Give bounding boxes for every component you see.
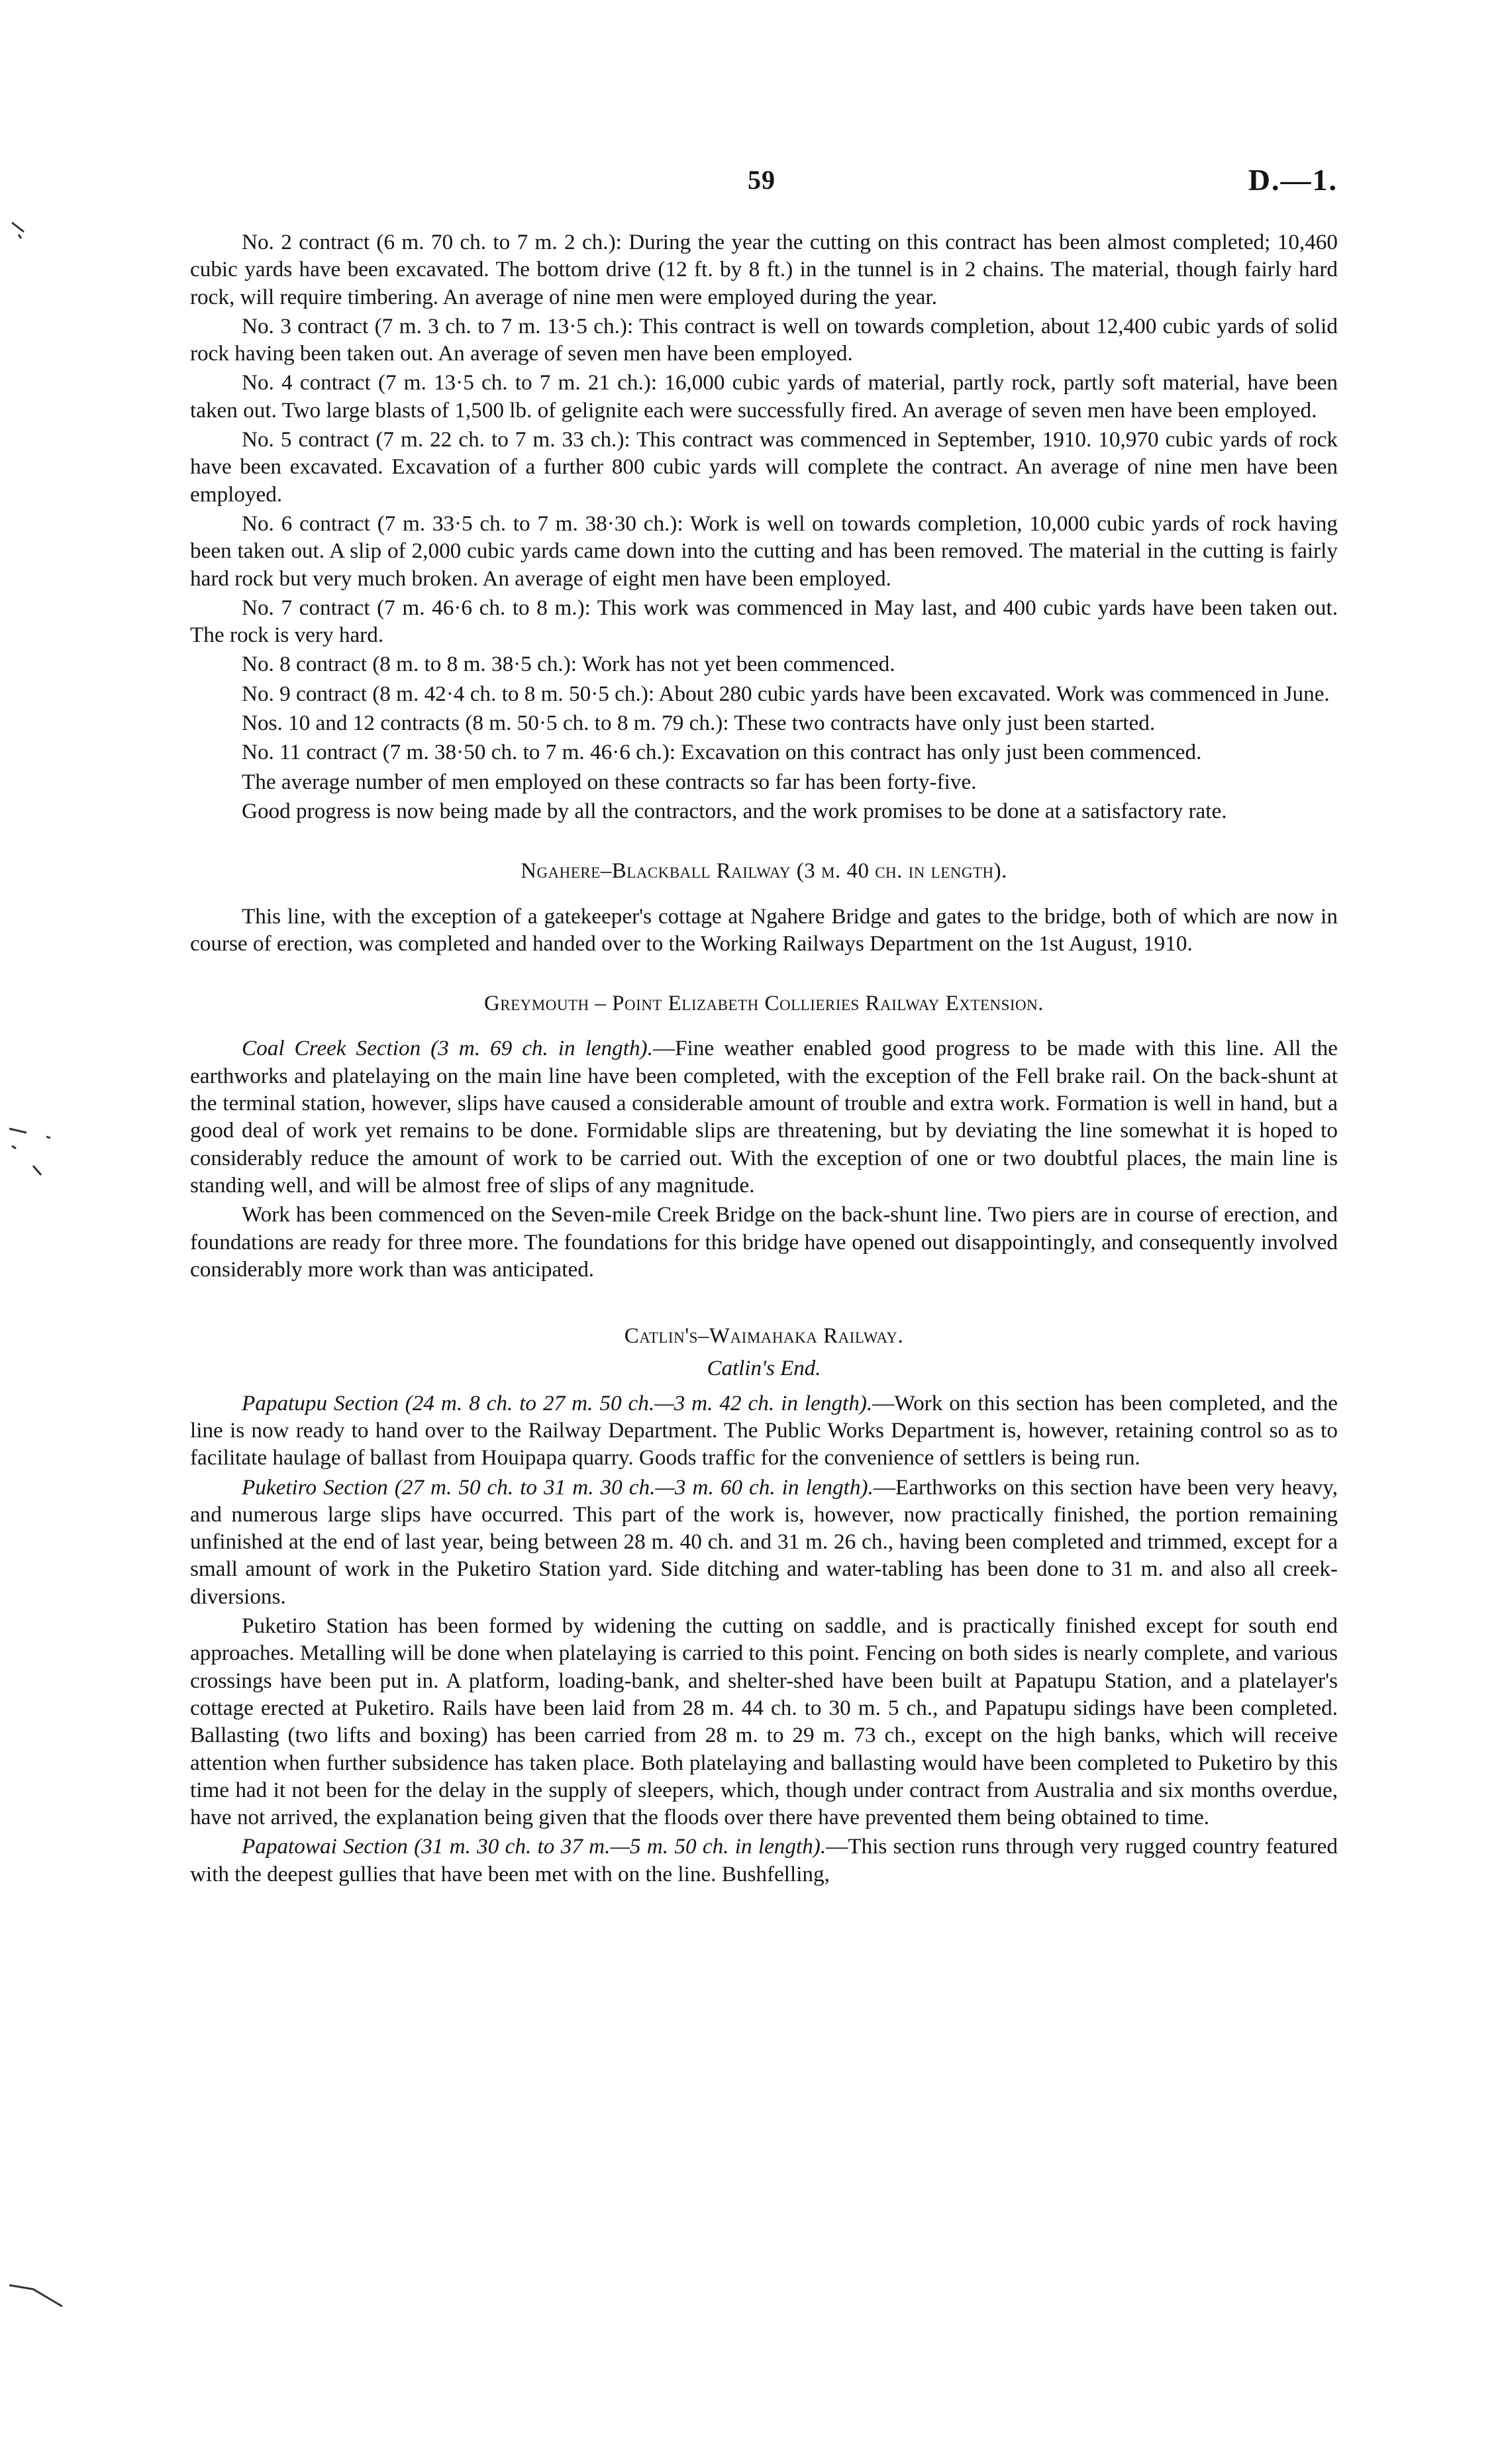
paragraph-contract-5: No. 5 contract (7 m. 22 ch. to 7 m. 33 ch.): This contract was commenced in September, 1910. 10,970 cubic yards of rock have been excavated. Excavation of a further 800 cubic yards will complete the contract. An average of nine men have been employed. xyxy=(190,427,1338,507)
body-text xyxy=(190,229,1338,1890)
puketiro-text: —Earthworks on this section have been very heavy, and numerous large slips have occurred. This part of the work is, however, now practically finished, the portion remaining unfinished at the end of last year, being between 28 m. 40 ch. and 31 m. 26 ch., having been completed and trimmed, except for a small amount of work in the Puketiro Station yard. Side ditching and water-tabling has been done to 31 m. and also all creek-diversions. xyxy=(190,1474,1338,1609)
paragraph-contract-8: No. 8 contract (8 m. to 8 m. 38·5 ch.): Work has not yet been commenced. xyxy=(242,652,895,677)
paragraph-ngahere: This line, with the exception of a gatekeeper's cottage at Ngahere Bridge and gates to the bridge, both of which are now in course of erection, was completed and handed over to the Working Railways Department on the 1st August, 1910. xyxy=(190,903,1338,956)
scan-mark-bottom-left xyxy=(7,2272,66,2312)
paragraph-good-progress: Good progress is now being made by all the contractors, and the work promises to be done at a satisfactory rate. xyxy=(242,798,1227,823)
paragraph-contract-9: No. 9 contract (8 m. 42·4 ch. to 8 m. 50·5 ch.): About 280 cubic yards have been excavated. Work was commenced in June. xyxy=(242,681,1330,706)
paragraph-contract-4: No. 4 contract (7 m. 13·5 ch. to 7 m. 21 ch.): 16,000 cubic yards of material, partly rock, partly soft material, have been taken out. Two large blasts of 1,500 lb. of gelignite each were successfully fired. An average of seven men have been employed. xyxy=(190,370,1338,423)
papatowai-title: Papatowai Section (31 m. 30 ch. to 37 m.—5 m. 50 ch. in length). xyxy=(242,1834,826,1859)
paragraph-coal-creek xyxy=(190,1035,1338,1199)
paragraph-contract-7: No. 7 contract (7 m. 46·6 ch. to 8 m.): This work was commenced in May last, and 400 cubic yards have been taken out. The rock is very hard. xyxy=(190,595,1338,648)
scan-mark-mid-left xyxy=(7,1126,60,1179)
paragraph-contract-6: No. 6 contract (7 m. 33·5 ch. to 7 m. 38·30 ch.): Work is well on towards completion, 10,000 cubic yards of rock having been taken out. A slip of 2,000 cubic yards came down into the cutting and has been removed. The material in the cutting is fairly hard rock but very much broken. An average of eight men have been employed. xyxy=(190,511,1338,591)
paragraph-papatupu xyxy=(190,1390,1338,1472)
paragraph-contracts-10-12: Nos. 10 and 12 contracts (8 m. 50·5 ch. to 8 m. 79 ch.): These two contracts have only just been started. xyxy=(242,711,1156,736)
paragraph-contract-3: No. 3 contract (7 m. 3 ch. to 7 m. 13·5 ch.): This contract is well on towards completion, about 12,400 cubic yards of solid rock having been taken out. An average of seven men have been employed. xyxy=(190,313,1338,366)
coal-creek-title: Coal Creek Section (3 m. 69 ch. in length). xyxy=(242,1036,653,1061)
heading-greymouth: Greymouth – Point Elizabeth Collieries Railway Extension. xyxy=(483,992,1044,1016)
page-number: 59 xyxy=(748,165,776,195)
papatowai-text: —This section runs through very rugged country featured with the deepest gullies that have been met with on the line. Bushfelling, xyxy=(190,1834,1338,1886)
paragraph-puketiro-station: Puketiro Station has been formed by widening the cutting on saddle, and is practically finished except for south end approaches. Metalling will be done when platelaying is carried to this point. Fencing on both sides is nearly complete, and various crossings have been put in. A platform, loading-bank, and shelter-shed have been built at Papatupu Station, and a platelayer's cottage erected at Puketiro. Rails have been laid from 28 m. 44 ch. to 30 m. 5 ch., and Papatupu sidings have been completed. Ballasting (two lifts and boxing) has been carried from 28 m. to 29 m. 73 ch., except on the high banks, which will receive attention when further subsidence has taken place. Both platelaying and ballasting would have been completed to Puketiro by this time had it not been for the delay in the supply of sleepers, which, though under contract from Australia and six months overdue, have not arrived, the explanation being given that the floods over there have prevented them being obtained to time. xyxy=(190,1614,1338,1830)
scan-mark-top-left xyxy=(9,219,36,245)
paragraph-contract-11: No. 11 contract (7 m. 38·50 ch. to 7 m. 46·6 ch.): Excavation on this contract has only just been commenced. xyxy=(242,740,1202,765)
coal-creek-text: —Fine weather enabled good progress to be made with this line. All the earthworks and platelaying on the main line have been completed, with the exception of the Fell brake rail. On the back-shunt at the terminal station, however, slips have caused a considerable amount of trouble and extra work. Formation is well in hand, but a good deal of work yet remains to be done. Formidable slips are threatening, but by deviating the line somewhat it is hoped to considerably reduce the amount of work to be carried out. With the exception of one or two doubtful places, the main line is standing well, and will be almost free of slips of any magnitude. xyxy=(190,1036,1338,1198)
document-code: D.—1. xyxy=(1248,163,1338,197)
paragraph-contract-2: No. 2 contract (6 m. 70 ch. to 7 m. 2 ch.): During the year the cutting on this contract has been almost completed; 10,460 cubic yards have been excavated. The bottom drive (12 ft. by 8 ft.) in the tunnel is in 2 chains. The material, though fairly hard rock, will require timbering. An average of nine men were employed during the year. xyxy=(190,230,1338,309)
paragraph-puketiro xyxy=(190,1474,1338,1610)
puketiro-title: Puketiro Section (27 m. 50 ch. to 31 m. 30 ch.—3 m. 60 ch. in length). xyxy=(242,1474,874,1500)
subheading-catlins-end: Catlin's End. xyxy=(707,1357,821,1381)
heading-ngahere-blackball: Ngahere–Blackball Railway (3 m. 40 ch. in length). xyxy=(521,859,1007,884)
papatupu-text: —Work on this section has been completed, and the line is now ready to hand over to the Railway Department. The Public Works Department is, however, retaining control so as to facilitate haulage of ballast from Houipapa quarry. Goods traffic for the convenience of settlers is being run. xyxy=(190,1390,1338,1470)
papatupu-title: Papatupu Section (24 m. 8 ch. to 27 m. 50 ch.—3 m. 42 ch. in length). xyxy=(242,1390,873,1415)
paragraph-average-men: The average number of men employed on these contracts so far has been forty-five. xyxy=(242,769,977,794)
paragraph-papatowai xyxy=(190,1833,1338,1888)
paragraph-seven-mile-creek: Work has been commenced on the Seven-mile Creek Bridge on the back-shunt line. Two piers are in course of erection, and foundations are ready for three more. The foundations for this bridge have opened out disappointingly, and consequently involved considerably more work than was anticipated. xyxy=(190,1202,1338,1282)
heading-catlins-waimahaka: Catlin's–Waimahaka Railway. xyxy=(624,1324,904,1349)
